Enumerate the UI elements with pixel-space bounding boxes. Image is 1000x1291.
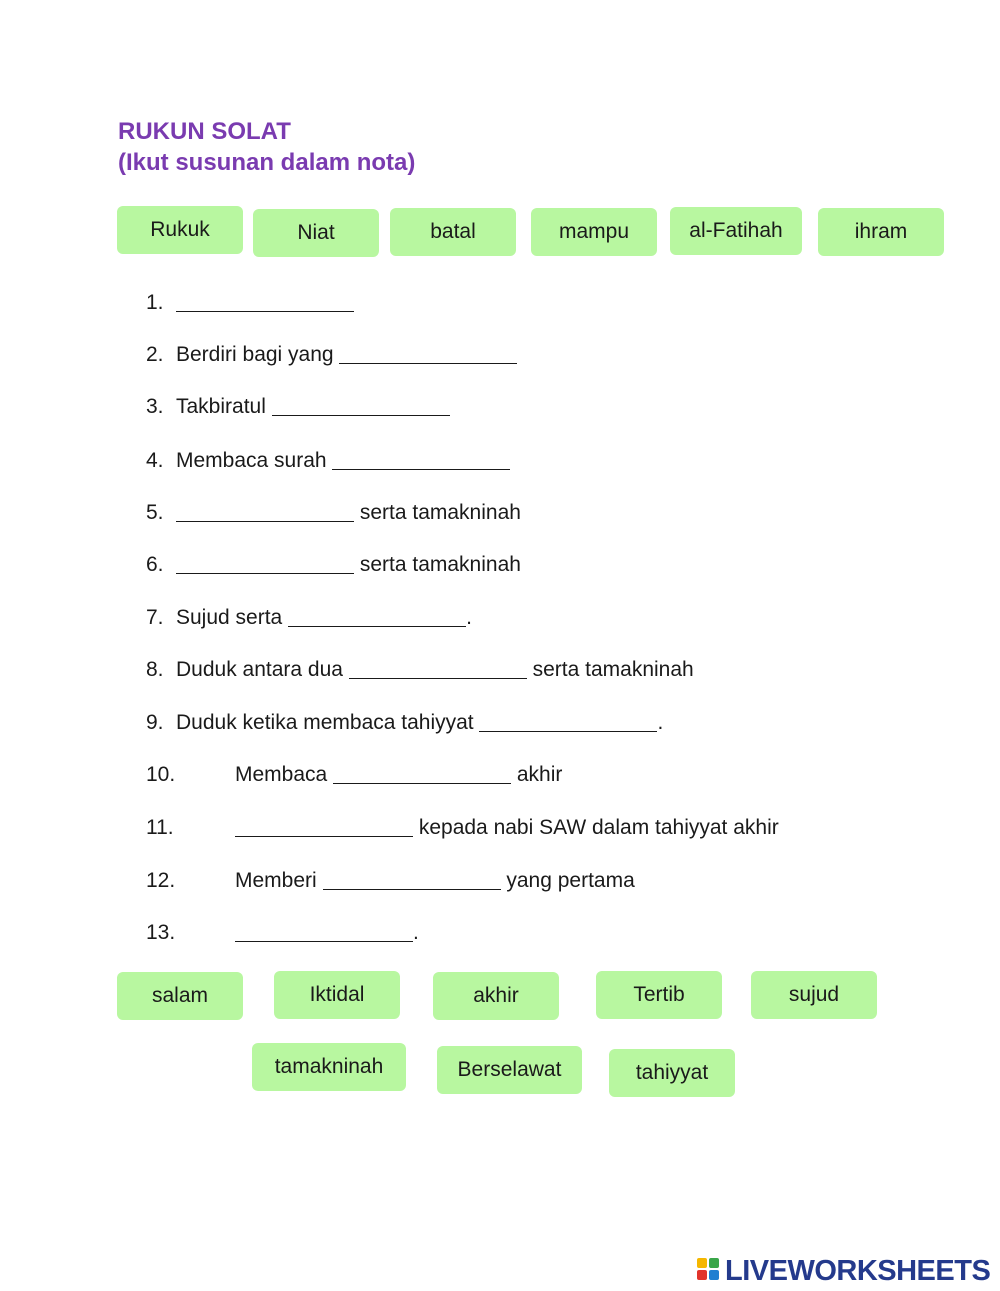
- item-number: 7.: [146, 606, 164, 629]
- word-chip-iktidal[interactable]: Iktidal: [274, 971, 400, 1019]
- item-number: 4.: [146, 449, 164, 472]
- list-item: 12. Memberi yang pertama: [146, 869, 635, 892]
- answer-blank[interactable]: [235, 922, 413, 942]
- answer-blank[interactable]: [349, 659, 527, 679]
- item-number: 8.: [146, 658, 164, 681]
- item-number: 11.: [146, 816, 174, 839]
- item-number: 9.: [146, 711, 164, 734]
- answer-blank[interactable]: [235, 817, 413, 837]
- word-chip-salam[interactable]: salam: [117, 972, 243, 1020]
- answer-blank[interactable]: [176, 292, 354, 312]
- answer-blank[interactable]: [332, 450, 510, 470]
- list-item: 9. Duduk ketika membaca tahiyyat .: [146, 711, 664, 734]
- page-title: RUKUN SOLAT: [118, 118, 291, 145]
- word-chip-batal[interactable]: batal: [390, 208, 516, 256]
- list-item: 2. Berdiri bagi yang: [146, 342, 517, 368]
- liveworksheets-logo-icon: [697, 1256, 723, 1286]
- list-item: 13. .: [146, 921, 419, 944]
- answer-blank[interactable]: [176, 502, 354, 522]
- liveworksheets-logo: [697, 1254, 990, 1288]
- list-item: [146, 290, 354, 316]
- answer-blank[interactable]: [323, 870, 501, 890]
- item-number: 1.: [146, 291, 164, 314]
- word-chip-akhir[interactable]: akhir: [433, 972, 559, 1020]
- list-item: 7. Sujud serta .: [146, 606, 472, 629]
- page-subtitle: (Ikut susunan dalam nota): [118, 149, 416, 176]
- word-chip-tamakninah[interactable]: tamakninah: [252, 1043, 406, 1091]
- answer-blank[interactable]: [339, 344, 517, 364]
- list-item: 8. Duduk antara dua serta tamakninah: [146, 658, 694, 681]
- item-number: 3.: [146, 395, 164, 418]
- answer-blank[interactable]: [333, 764, 511, 784]
- word-chip-ihram[interactable]: ihram: [818, 208, 944, 256]
- item-number: 10.: [146, 763, 176, 786]
- answer-blank[interactable]: [288, 607, 466, 627]
- word-chip-sujud[interactable]: sujud: [751, 971, 877, 1019]
- word-chip-mampu[interactable]: mampu: [531, 208, 657, 256]
- list-item: 3. Takbiratul: [146, 394, 450, 420]
- list-item: 6. serta tamakninah: [146, 553, 521, 576]
- answer-blank[interactable]: [176, 554, 354, 574]
- word-chip-rukuk[interactable]: Rukuk: [117, 206, 243, 254]
- item-number: 5.: [146, 501, 164, 524]
- list-item: 5. serta tamakninah: [146, 501, 521, 524]
- list-item: 11. kepada nabi SAW dalam tahiyyat akhir: [146, 816, 779, 839]
- item-number: 13.: [146, 921, 176, 944]
- answer-blank[interactable]: [272, 396, 450, 416]
- logo-text: LIVEWORKSHEETS: [725, 1255, 991, 1287]
- word-chip-tertib[interactable]: Tertib: [596, 971, 722, 1019]
- answer-blank[interactable]: [479, 712, 657, 732]
- item-number: 2.: [146, 343, 164, 366]
- word-chip-al-fatihah[interactable]: al-Fatihah: [670, 207, 802, 255]
- item-number: 12.: [146, 869, 176, 892]
- list-item: 4. Membaca surah: [146, 448, 510, 474]
- word-chip-berselawat[interactable]: Berselawat: [437, 1046, 582, 1094]
- word-chip-tahiyyat[interactable]: tahiyyat: [609, 1049, 735, 1097]
- item-number: 6.: [146, 553, 164, 576]
- word-chip-niat[interactable]: Niat: [253, 209, 379, 257]
- list-item: 10. Membaca akhir: [146, 763, 563, 786]
